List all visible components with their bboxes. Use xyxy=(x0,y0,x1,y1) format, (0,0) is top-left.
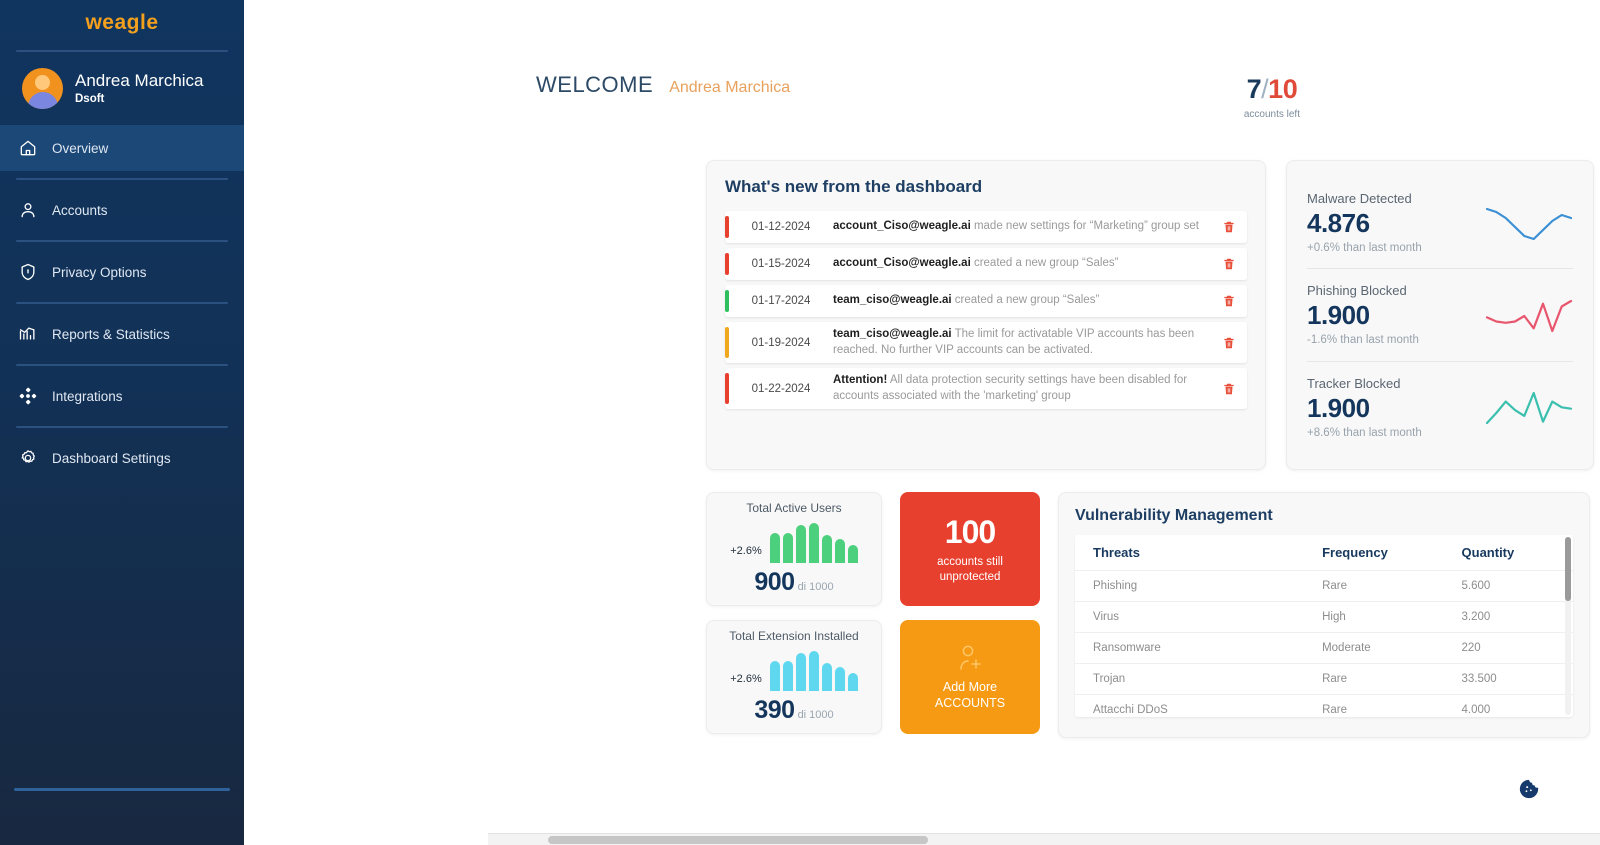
accounts-total: 10 xyxy=(1268,74,1298,104)
mini-card-middle xyxy=(717,521,871,563)
table-header-row xyxy=(1075,535,1573,571)
stat-block xyxy=(1307,177,1573,268)
stat-label: Malware Detected xyxy=(1307,191,1412,207)
mini-card-percent: +2.6% xyxy=(730,545,762,557)
column-header-threats[interactable]: Threats xyxy=(1075,535,1304,571)
bar xyxy=(822,663,832,691)
total-extension-installed-card xyxy=(706,620,882,734)
welcome-user-name: Andrea Marchica xyxy=(669,79,791,96)
bar xyxy=(796,653,806,691)
mini-card-bottom xyxy=(754,696,833,725)
table-row[interactable] xyxy=(1075,602,1573,633)
table-head xyxy=(1075,535,1573,571)
news-item-actor: account_Ciso@weagle.ai xyxy=(833,257,971,270)
vulnerability-management-card xyxy=(1058,492,1590,738)
cell-quantity: 4.000 xyxy=(1444,695,1573,718)
cookie-settings-button[interactable] xyxy=(1518,778,1540,805)
news-item-body: created a new group “Sales” xyxy=(970,257,1119,270)
sidebar-item-label: Privacy Options xyxy=(52,264,147,280)
bar xyxy=(783,533,793,563)
sidebar-item-accounts[interactable] xyxy=(0,187,244,233)
profile-org: Dsoft xyxy=(75,92,105,105)
avatar-head-icon xyxy=(35,75,50,90)
sidebar-item-overview[interactable] xyxy=(0,125,244,171)
stat-delta: +8.6% than last month xyxy=(1307,426,1422,439)
table-row[interactable] xyxy=(1075,664,1573,695)
bar xyxy=(835,667,845,691)
bar xyxy=(770,661,780,691)
cell-threat: Trojan xyxy=(1075,664,1304,695)
stat-value: 1.900 xyxy=(1307,392,1370,423)
table-scrollbar[interactable] xyxy=(1565,537,1571,715)
column-header-frequency[interactable]: Frequency xyxy=(1304,535,1443,571)
news-item[interactable] xyxy=(725,285,1247,317)
unprotected-count: 100 xyxy=(944,514,996,551)
add-more-accounts-button[interactable] xyxy=(900,620,1040,734)
sidebar-divider xyxy=(16,364,228,366)
stat-text xyxy=(1307,191,1422,254)
cell-threat: Ransomware xyxy=(1075,633,1304,664)
mini-card-percent: +2.6% xyxy=(730,673,762,685)
cell-frequency: Rare xyxy=(1304,664,1443,695)
add-more-line1: Add More xyxy=(942,679,998,694)
sidebar-item-dashboard-settings[interactable] xyxy=(0,435,244,481)
bar xyxy=(835,539,845,563)
cell-quantity: 5.600 xyxy=(1444,571,1573,602)
news-item-text xyxy=(833,293,1211,309)
bar xyxy=(848,673,858,691)
row-primary xyxy=(244,160,1600,470)
stat-text xyxy=(1307,283,1419,346)
vulnerability-table-wrapper xyxy=(1075,535,1573,717)
mini-card-value: 900 xyxy=(754,568,795,596)
trash-icon-glyph xyxy=(1222,335,1236,351)
stat-label: Phishing Blocked xyxy=(1307,283,1407,299)
sidebar-item-label: Integrations xyxy=(52,388,123,404)
sidebar-divider-bottom xyxy=(14,788,230,791)
bar xyxy=(796,525,806,563)
whats-new-title: What's new from the dashboard xyxy=(725,177,983,196)
sidebar-divider xyxy=(16,426,228,428)
news-item-date: 01-12-2024 xyxy=(751,221,811,233)
stat-value: 4.876 xyxy=(1307,208,1370,239)
mini-metrics-column xyxy=(706,492,882,734)
topbar xyxy=(244,0,1600,160)
total-active-users-card xyxy=(706,492,882,606)
unprotected-caption-line2: unprotected xyxy=(939,570,1001,583)
cell-threat: Attacchi DDoS xyxy=(1075,695,1304,718)
unprotected-accounts-tile[interactable] xyxy=(900,492,1040,606)
stat-text xyxy=(1307,376,1422,439)
sidebar-item-privacy-options[interactable] xyxy=(0,249,244,295)
mini-card-bottom xyxy=(754,568,833,597)
cell-quantity: 3.200 xyxy=(1444,602,1573,633)
welcome-label: WELCOME xyxy=(536,72,654,97)
puzzle-nodes-icon xyxy=(18,386,38,406)
main-content xyxy=(244,0,1600,845)
profile-name: Andrea Marchica xyxy=(75,71,204,91)
news-item-text xyxy=(833,219,1211,235)
news-item-date: 01-19-2024 xyxy=(751,336,811,349)
stat-delta: -1.6% than last month xyxy=(1307,334,1419,347)
add-more-line2: ACCOUNTS xyxy=(934,696,1006,710)
shield-lock-icon xyxy=(18,262,38,282)
mini-card-value: 390 xyxy=(754,696,795,724)
mini-card-of: di 1000 xyxy=(797,581,834,593)
sidebar-divider xyxy=(16,240,228,242)
news-item[interactable] xyxy=(725,211,1247,243)
table-scrollbar-thumb[interactable] xyxy=(1565,537,1571,601)
table-body xyxy=(1075,571,1573,718)
accounts-used: 7 xyxy=(1246,74,1262,104)
table-row[interactable] xyxy=(1075,633,1573,664)
sparkline-phishing xyxy=(1485,295,1573,335)
mini-card-title: Total Active Users xyxy=(746,501,842,515)
news-item[interactable] xyxy=(725,368,1247,409)
accounts-separator: / xyxy=(1261,74,1269,104)
news-item-body: The limit for activatable VIP accounts has been reached. No further VIP accounts can be activated. xyxy=(833,328,1195,356)
cell-quantity: 33.500 xyxy=(1444,664,1573,695)
horizontal-scrollbar[interactable] xyxy=(488,833,1600,845)
sidebar-item-label: Dashboard Settings xyxy=(52,450,171,466)
mini-card-middle xyxy=(717,649,871,691)
cell-frequency: High xyxy=(1304,602,1443,633)
trash-icon-glyph xyxy=(1222,293,1236,309)
trash-icon[interactable] xyxy=(1211,293,1247,309)
sidebar-item-integrations[interactable] xyxy=(0,373,244,419)
table-row[interactable] xyxy=(1075,695,1573,718)
news-item-body: created a new group “Sales” xyxy=(951,294,1100,307)
welcome-block xyxy=(536,72,790,98)
avatar-body-icon xyxy=(28,92,58,109)
stat-block xyxy=(1307,268,1573,360)
chart-bars-icon xyxy=(18,324,38,344)
whats-new-list xyxy=(725,211,1247,409)
active-users-bar-chart xyxy=(770,521,858,563)
sidebar-divider xyxy=(16,178,228,180)
cell-frequency: Moderate xyxy=(1304,633,1443,664)
stat-label: Tracker Blocked xyxy=(1307,375,1401,391)
stat-block xyxy=(1307,361,1573,453)
add-user-icon xyxy=(953,643,987,673)
trash-icon[interactable] xyxy=(1211,256,1247,272)
column-header-quantity[interactable]: Quantity xyxy=(1444,535,1573,571)
news-item-actor: account_Ciso@weagle.ai xyxy=(833,220,971,233)
unprotected-caption xyxy=(937,555,1003,584)
vulnerability-title: Vulnerability Management xyxy=(1075,507,1273,524)
sidebar-item-label: Overview xyxy=(52,140,109,156)
trash-icon[interactable] xyxy=(1211,381,1247,397)
accounts-left-widget xyxy=(1244,74,1300,120)
extension-installed-bar-chart xyxy=(770,649,858,691)
trash-icon-glyph xyxy=(1222,219,1236,235)
avatar xyxy=(22,68,63,109)
bar xyxy=(822,535,832,563)
tiles-column xyxy=(900,492,1040,734)
stat-delta: +0.6% than last month xyxy=(1307,242,1422,255)
cell-threat: Phishing xyxy=(1075,571,1304,602)
add-more-accounts-caption xyxy=(935,679,1005,712)
bar xyxy=(809,523,819,563)
trash-icon[interactable] xyxy=(1211,335,1247,351)
trash-icon[interactable] xyxy=(1211,219,1247,235)
user-icon xyxy=(18,200,38,220)
sparkline-tracker xyxy=(1485,387,1573,427)
table-row[interactable] xyxy=(1075,571,1573,602)
accounts-left-caption: accounts left xyxy=(1243,109,1300,120)
home-icon xyxy=(18,138,38,158)
gear-icon xyxy=(18,448,38,468)
cell-frequency: Rare xyxy=(1304,571,1443,602)
news-item-text xyxy=(833,373,1211,404)
sparkline-malware xyxy=(1485,203,1573,243)
whats-new-card xyxy=(706,160,1266,470)
news-item-body: made new settings for “Marketing” group set xyxy=(970,220,1199,233)
sidebar-item-reports-statistics[interactable] xyxy=(0,311,244,357)
news-item-actor: team_ciso@weagle.ai xyxy=(833,294,952,307)
sidebar-item-label: Reports & Statistics xyxy=(52,326,170,342)
bar xyxy=(783,661,793,691)
trash-icon-glyph xyxy=(1222,256,1236,272)
sidebar xyxy=(0,0,244,845)
unprotected-caption-line1: accounts still xyxy=(937,556,1003,569)
mini-card-of: di 1000 xyxy=(797,709,834,721)
profile-text xyxy=(75,71,204,106)
stat-value: 1.900 xyxy=(1307,300,1370,331)
news-item[interactable] xyxy=(725,322,1247,363)
bar xyxy=(848,545,858,563)
news-item-body: All data protection security settings have been disabled for accounts associated with the 'marketing' group xyxy=(833,374,1188,402)
news-item-date: 01-17-2024 xyxy=(751,295,811,307)
row-secondary xyxy=(244,470,1600,738)
trash-icon-glyph xyxy=(1222,381,1236,397)
brand-logo[interactable] xyxy=(0,0,244,40)
cell-quantity: 220 xyxy=(1444,633,1573,664)
profile[interactable] xyxy=(0,52,244,125)
news-item-actor: Attention! xyxy=(833,374,888,387)
cookie-icon xyxy=(1518,778,1540,800)
news-item-date: 01-22-2024 xyxy=(751,382,811,395)
news-item[interactable] xyxy=(725,248,1247,280)
news-item-actor: team_ciso@weagle.ai xyxy=(833,328,952,340)
news-item-text xyxy=(833,256,1211,272)
mini-card-title: Total Extension Installed xyxy=(729,629,859,643)
accounts-left-numbers xyxy=(1244,74,1300,105)
sidebar-item-label: Accounts xyxy=(52,202,108,218)
bar xyxy=(809,651,819,691)
bar xyxy=(770,533,780,563)
news-item-date: 01-15-2024 xyxy=(751,258,811,270)
news-item-text xyxy=(833,327,1211,358)
vulnerability-table xyxy=(1075,535,1573,717)
security-stats-card xyxy=(1286,160,1594,470)
cell-threat: Virus xyxy=(1075,602,1304,633)
sidebar-divider xyxy=(16,302,228,304)
horizontal-scrollbar-thumb[interactable] xyxy=(548,836,928,844)
brand-name: weagle xyxy=(85,11,159,34)
cell-frequency: Rare xyxy=(1304,695,1443,718)
